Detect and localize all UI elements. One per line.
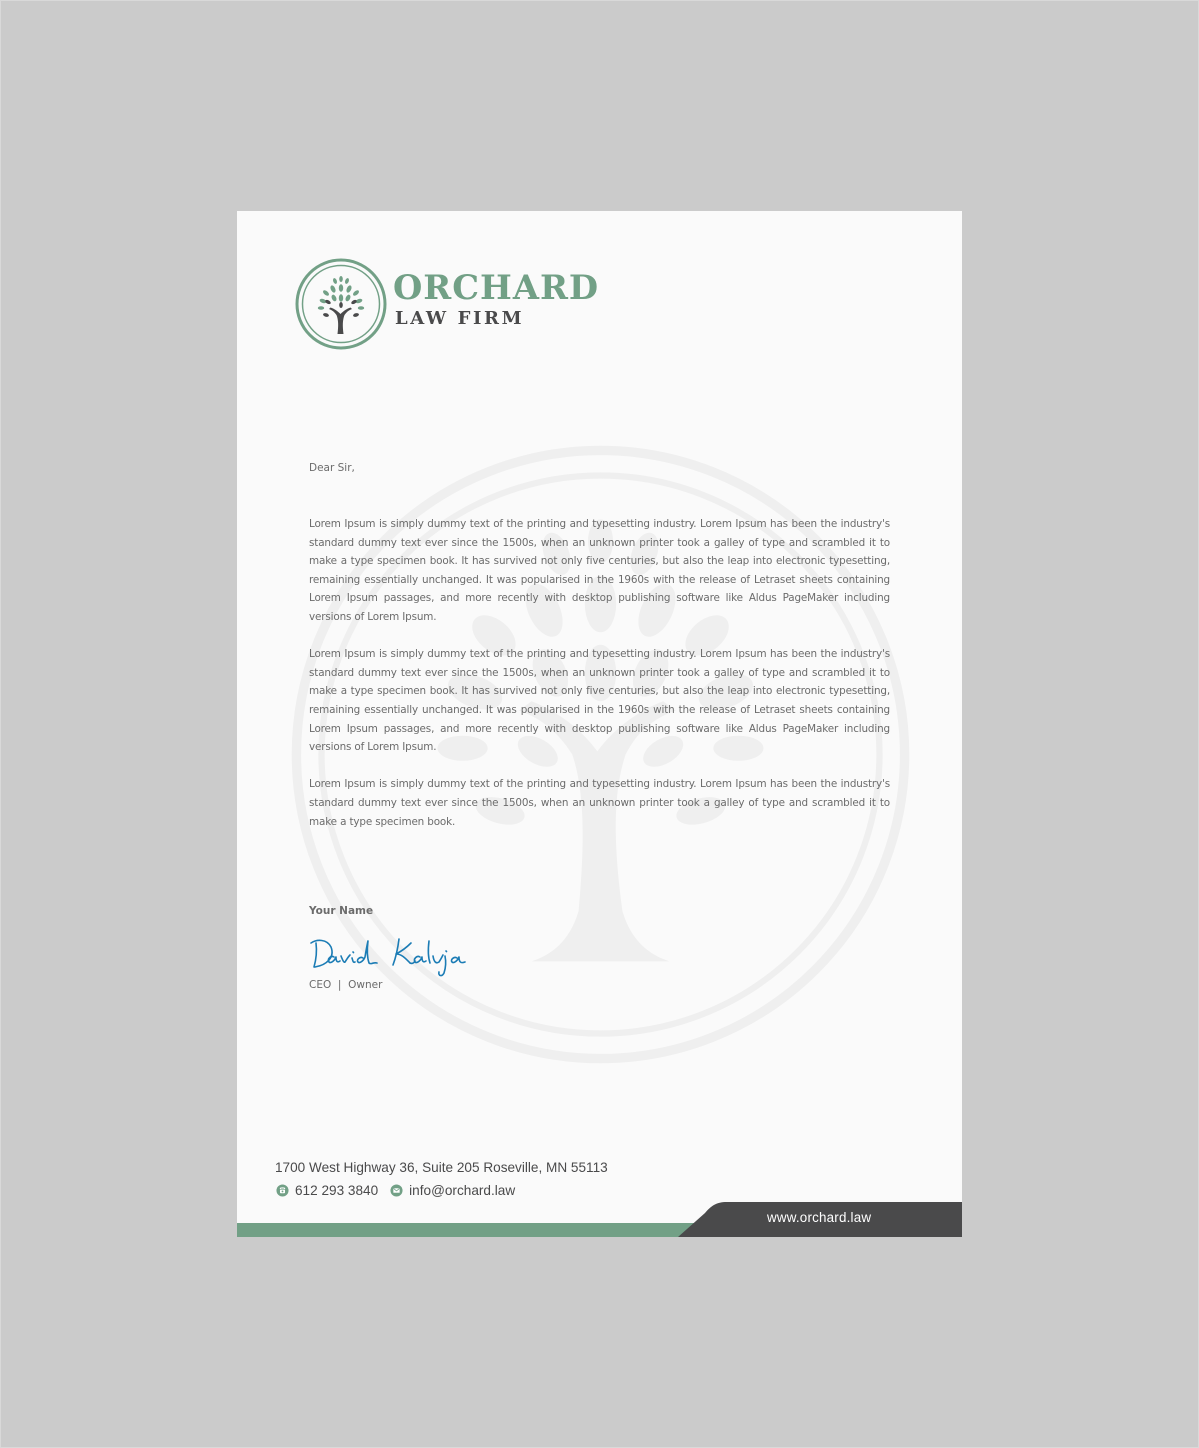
- body-paragraph: Lorem Ipsum is simply dummy text of the printing and typesetting industry. Lorem Ipsum has been the industry's standard dummy text ever since the 1500s, when an unknown printer took a galley of type and scrambled it to make a type specimen book. It has survived not only five centuries, but also the leap into electronic typesetting, remaining essentially unchanged. It was popularised in the 1960s with the release of Letraset sheets containing Lorem Ipsum passages, and more recently with desktop publishing software like Aldus PageMaker including versions of Lorem Ipsum.: [309, 648, 890, 754]
- footer-email[interactable]: info@orchard.law: [409, 1183, 516, 1198]
- brand-subtitle: LAW FIRM: [395, 308, 525, 329]
- envelope-icon: [390, 1184, 403, 1197]
- letterhead-sheet: [237, 211, 962, 1237]
- footer-address: 1700 West Highway 36, Suite 205 Roseville, MN 55113: [275, 1160, 608, 1175]
- sign-name-label: Your Name: [309, 905, 374, 917]
- body-paragraph: Lorem Ipsum is simply dummy text of the printing and typesetting industry. Lorem Ipsum has been the industry's standard dummy text ever since the 1500s, when an unknown printer took a galley of type and scrambled it to make a type specimen book.: [309, 778, 890, 828]
- salutation: Dear Sir,: [309, 462, 355, 474]
- signer-role: CEO | Owner: [309, 979, 383, 991]
- tree-logo-icon: [295, 258, 387, 350]
- letter-body: [309, 515, 890, 850]
- footer-website[interactable]: www.orchard.law: [767, 1210, 872, 1225]
- phone-icon: [276, 1184, 289, 1197]
- body-paragraph: Lorem Ipsum is simply dummy text of the printing and typesetting industry. Lorem Ipsum has been the industry's standard dummy text ever since the 1500s, when an unknown printer took a galley of type and scrambled it to make a type specimen book. It has survived not only five centuries, but also the leap into electronic typesetting, remaining essentially unchanged. It was popularised in the 1960s with the release of Letraset sheets containing Lorem Ipsum passages, and more recently with desktop publishing software like Aldus PageMaker including versions of Lorem Ipsum.: [309, 518, 890, 623]
- footer-phone[interactable]: 612 293 3840: [295, 1183, 379, 1198]
- brand-name: ORCHARD: [393, 268, 600, 308]
- footer-contact: [276, 1183, 515, 1198]
- handwritten-signature: [307, 933, 487, 979]
